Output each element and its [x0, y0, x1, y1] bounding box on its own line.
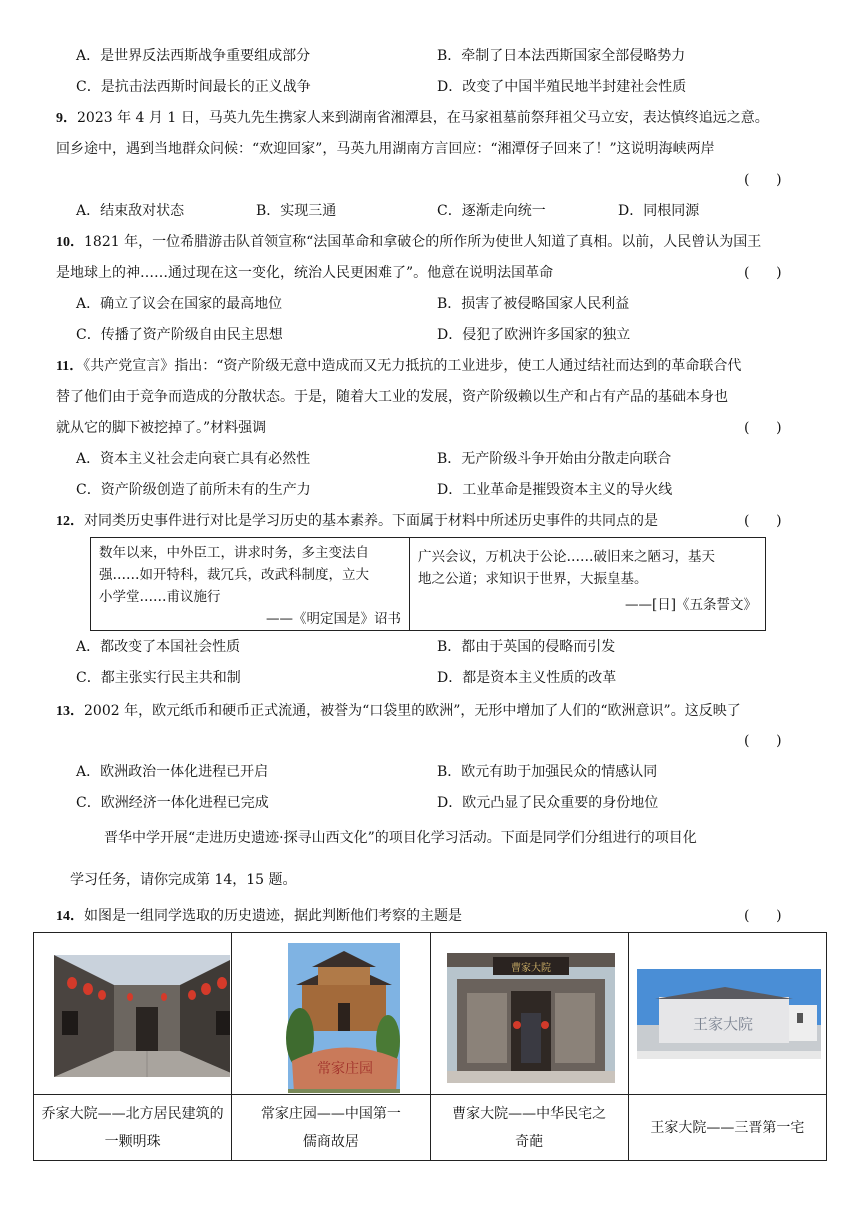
q12-left-source: ——《明定国是》诏书	[266, 611, 401, 627]
q11-line3: 就从它的脚下被挖掉了。”材料强调	[56, 420, 267, 436]
q12-option-b: B．都由于英国的侵略而引发	[437, 639, 616, 655]
q14-answer-paren: ( )	[744, 908, 782, 924]
q12-right-line2: 地之公道；求知识于世界，大振皇基。	[418, 571, 648, 587]
q11-option-c: C．资产阶级创造了前所未有的生产力	[76, 482, 311, 498]
cao-compound-photo	[431, 933, 628, 1095]
q8-option-a: A．是世界反法西斯战争重要组成部分	[76, 48, 311, 64]
q12-right-source: ——[日]《五条誓文》	[624, 597, 757, 613]
q11-answer-paren: ( )	[744, 420, 782, 436]
q13-answer-paren: ( )	[744, 733, 782, 749]
caption-cao-line1: 曹家大院——中华民宅之	[452, 1105, 607, 1122]
q12-material-left	[91, 538, 410, 630]
q9-number: 9．	[56, 111, 77, 126]
q10-line2: 是地球上的神……通过现在这一变化，统治人民更困难了”。他意在说明法国革命	[56, 265, 554, 281]
q14-stem	[56, 906, 462, 927]
q14-caption-chang	[232, 1095, 429, 1160]
q10-number: 10．	[56, 235, 84, 250]
q12-line1: 对同类历史事件进行对比是学习历史的基本素养。下面属于材料中所述历史事件的共同点的是	[84, 513, 658, 529]
q9-option-c: C．逐渐走向统一	[437, 203, 546, 219]
q11-stem	[56, 356, 741, 377]
cao-sign-text: 曹家大院	[510, 963, 551, 974]
q9-line2: 回乡途中，遇到当地群众问候：“欢迎回家”，马英九用湖南方言回应：“湘潭伢子回来了！”这说明海峡两岸	[56, 141, 715, 157]
q12-material-table	[90, 537, 766, 631]
q14-caption-qiao	[34, 1095, 231, 1160]
q8-option-d: D．改变了中国半殖民地半封建社会性质	[437, 79, 687, 95]
q13-line1: 2002 年，欧元纸币和硬币正式流通，被誉为“口袋里的欧洲”，无形中增加了人们的“欧洲意识”。这反映了	[84, 703, 741, 719]
q13-option-d: D．欧元凸显了民众重要的身份地位	[437, 795, 659, 811]
q12-material-right	[410, 538, 765, 630]
caption-qiao-line1: 乔家大院——北方居民建筑的	[41, 1105, 224, 1122]
chang-sign-text: 常家庄园	[317, 1061, 374, 1077]
q14-caption-wang	[629, 1095, 826, 1160]
q9-option-d: D．同根同源	[618, 203, 700, 219]
wang-sign-text: 王家大院	[692, 1015, 753, 1033]
q14-cell-cao	[431, 933, 629, 1160]
q13-number: 13．	[56, 704, 84, 719]
q13-option-c: C．欧洲经济一体化进程已完成	[76, 795, 269, 811]
q14-photo-table	[33, 932, 827, 1161]
wang-compound-photo	[629, 933, 826, 1095]
q10-option-a: A．确立了议会在国家的最高地位	[76, 296, 283, 312]
q10-stem	[56, 232, 761, 253]
q11-line2: 替了他们由于竞争而造成的分散状态。于是，随着大工业的发展，资产阶级赖以生产和占有产品的基础本身也	[56, 389, 728, 405]
caption-qiao-line2: 一颗明珠	[104, 1133, 161, 1150]
q14-cell-wang	[629, 933, 826, 1160]
q9-answer-paren: ( )	[744, 172, 782, 188]
q11-option-a: A．资本主义社会走向衰亡具有必然性	[76, 451, 311, 467]
q12-answer-paren: ( )	[744, 513, 782, 529]
q12-option-c: C．都主张实行民主共和制	[76, 670, 241, 686]
q10-option-c: C．传播了资产阶级自由民主思想	[76, 327, 283, 343]
q10-line1: 1821 年，一位希腊游击队首领宣称“法国革命和拿破仑的所作所为使世人知道了真相。以前，人民曾认为国王	[84, 234, 762, 250]
q8-option-b: B．牵制了日本法西斯国家全部侵略势力	[437, 48, 686, 64]
q13-stem	[56, 701, 741, 722]
qiao-courtyard-photo	[34, 933, 231, 1095]
q11-number: 11．	[56, 359, 84, 374]
caption-wang-line1: 王家大院——三晋第一宅	[650, 1119, 805, 1136]
q14-cell-chang	[232, 933, 430, 1160]
q10-answer-paren: ( )	[744, 265, 782, 281]
q9-line1: 2023 年 4 月 1 日，马英九先生携家人来到湖南省湘潭县，在马家祖墓前祭拜祖父马立安，表达慎终追远之意。	[77, 110, 769, 126]
caption-cao-line2: 奇葩	[515, 1133, 544, 1150]
q14-line1: 如图是一组同学选取的历史遗迹，据此判断他们考察的主题是	[84, 908, 462, 924]
q11-option-b: B．无产阶级斗争开始由分散走向联合	[437, 451, 672, 467]
q14-caption-cao	[431, 1095, 628, 1160]
caption-chang-line1: 常家庄园——中国第一	[260, 1105, 401, 1122]
q12-option-d: D．都是资本主义性质的改革	[437, 670, 617, 686]
q12-option-a: A．都改变了本国社会性质	[76, 639, 241, 655]
q12-left-line1: 数年以来，中外臣工，讲求时务，多主变法自	[99, 545, 369, 561]
q10-option-b: B．损害了被侵略国家人民利益	[437, 296, 630, 312]
q12-stem	[56, 511, 658, 532]
q11-option-d: D．工业革命是摧毁资本主义的导火线	[437, 482, 673, 498]
q10-option-d: D．侵犯了欧洲许多国家的独立	[437, 327, 631, 343]
q9-stem	[56, 108, 769, 129]
q14-number: 14．	[56, 909, 84, 924]
q12-right-line1: 广兴会议，万机决于公论……破旧来之陋习，基天	[418, 549, 715, 565]
q11-line1: 《共产党宣言》指出：“资产阶级无意中造成而又无力抵抗的工业进步，使工人通过结社而达到的革命联合代	[83, 358, 742, 374]
section-intro-line1: 晋华中学开展“走进历史遗迹·探寻山西文化”的项目化学习活动。下面是同学们分组进行的项目化	[104, 830, 697, 846]
section-intro-line2: 学习任务，请你完成第 14，15 题。	[70, 872, 297, 888]
q12-left-line3: 小学堂……甫议施行	[99, 589, 221, 605]
q14-cell-qiao	[34, 933, 232, 1160]
q12-number: 12．	[56, 514, 84, 529]
q12-left-line2: 强……如开特科，裁冗兵，改武科制度，立大	[99, 567, 369, 583]
q13-option-a: A．欧洲政治一体化进程已开启	[76, 764, 269, 780]
caption-chang-line2: 儒商故居	[302, 1133, 359, 1150]
chang-manor-photo	[232, 933, 429, 1095]
q9-option-a: A．结束敌对状态	[76, 203, 185, 219]
q8-option-c: C．是抗击法西斯时间最长的正义战争	[76, 79, 311, 95]
q13-option-b: B．欧元有助于加强民众的情感认同	[437, 764, 658, 780]
q9-option-b: B．实现三通	[256, 203, 337, 219]
